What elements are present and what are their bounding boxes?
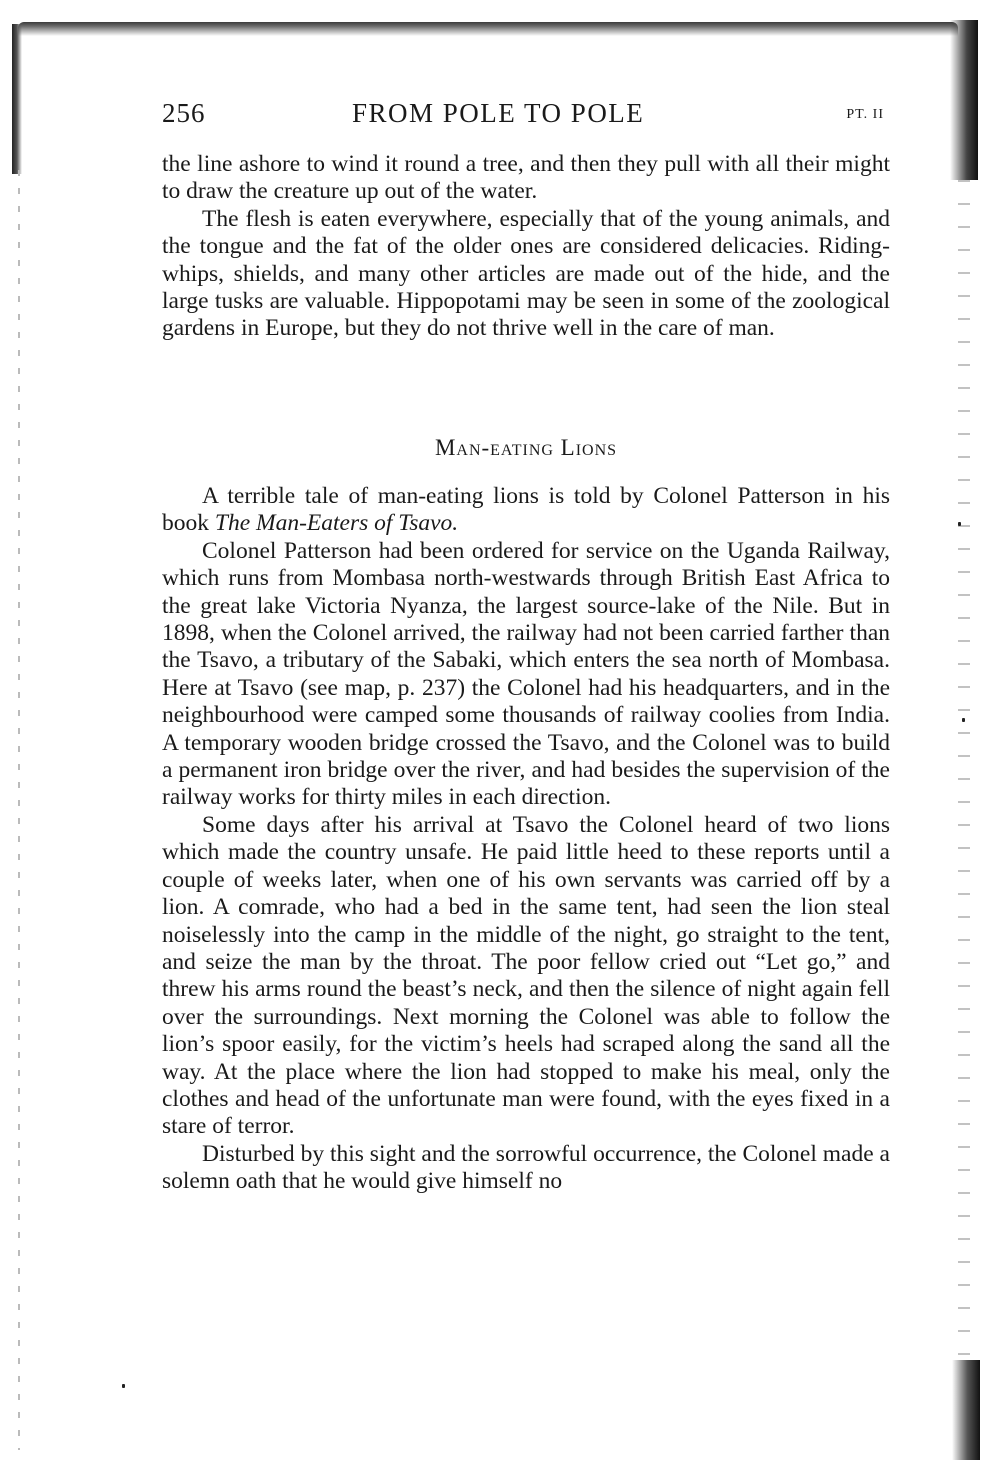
running-head — [162, 98, 892, 134]
scan-edge-top — [18, 22, 958, 36]
scan-edge-right-speckle — [958, 180, 970, 1360]
book-title: FROM POLE TO POLE — [352, 98, 645, 128]
page-number: 256 — [162, 98, 206, 128]
paragraph: Colonel Patterson had been ordered for service on the Uganda Railway, which runs from Mombasa north-westwards through British East Africa to the great lake Victoria Nyanza, the largest source-lake of the Nile. But in 1898, when the Colonel arrived, the railway had not been carried farther than the Tsavo, a tributary of the Sabaki, which enters the sea north of Mombasa. Here at Tsavo (see map, p. 237) the Colonel had his headquarters, and in the neighbourhood were camped some thousands of railway coolies from India. A temporary wooden bridge crossed the Tsavo, and the Colonel was to build a permanent iron bridge over the river, and had besides the supervision of the railway works for thirty miles in each direction. — [162, 537, 890, 811]
paragraph-text: A terrible tale of man-eating lions is told by Colonel Patterson in his book — [162, 483, 890, 537]
intro-text — [162, 151, 890, 343]
scan-speck — [122, 1384, 125, 1388]
scan-edge-right-bottom — [952, 1360, 980, 1460]
scan-edge-left — [12, 24, 22, 174]
section-text — [162, 483, 890, 1196]
section-heading: Man-eating Lions — [434, 435, 618, 460]
part-label: PT. II — [846, 107, 884, 122]
book-title-citation: The Man-Eaters of Tsavo. — [214, 510, 459, 537]
paragraph: The flesh is eaten everywhere, especially that of the young animals, and the tongue and the fat of the older ones are considered delicacies. Riding-whips, shields, and many other articles are made out of the hide, and the large tusks are valuable. Hippopotami may be seen in some of the zoological gardens in Europe, but they do not thrive well in the care of man. — [162, 205, 890, 342]
paragraph: the line ashore to wind it round a tree, and then they pull with all their might to draw the creature up out of the water. — [162, 151, 890, 205]
scan-edge-left-line — [18, 170, 20, 1450]
scan-edge-right — [950, 20, 978, 180]
paragraph: Some days after his arrival at Tsavo the Colonel heard of two lions which made the country unsafe. He paid little heed to these reports until a couple of weeks later, when one of his own servants was carried off by a lion. A comrade, who had a bed in the same tent, had seen the lion steal noiselessly into the camp in the middle of the night, go straight to the tent, and seize the man by the throat. The poor fellow cried out “Let go,” and threw his arms round the beast’s neck, and then the silence of night again fell over the surroundings. Next morning the Colonel was able to follow the lion’s spoor easily, for the victim’s heels had scraped along the sand all the way. At the place where the lion had stopped to make his meal, only the clothes and head of the unfortunate man were found, with the eyes fixed in a stare of terror. — [162, 811, 890, 1140]
paragraph — [162, 483, 890, 538]
scan-speck — [958, 522, 961, 526]
scan-speck — [962, 718, 965, 722]
paragraph: Disturbed by this sight and the sorrowful occurrence, the Colonel made a solemn oath that he would give himself no — [162, 1140, 890, 1195]
